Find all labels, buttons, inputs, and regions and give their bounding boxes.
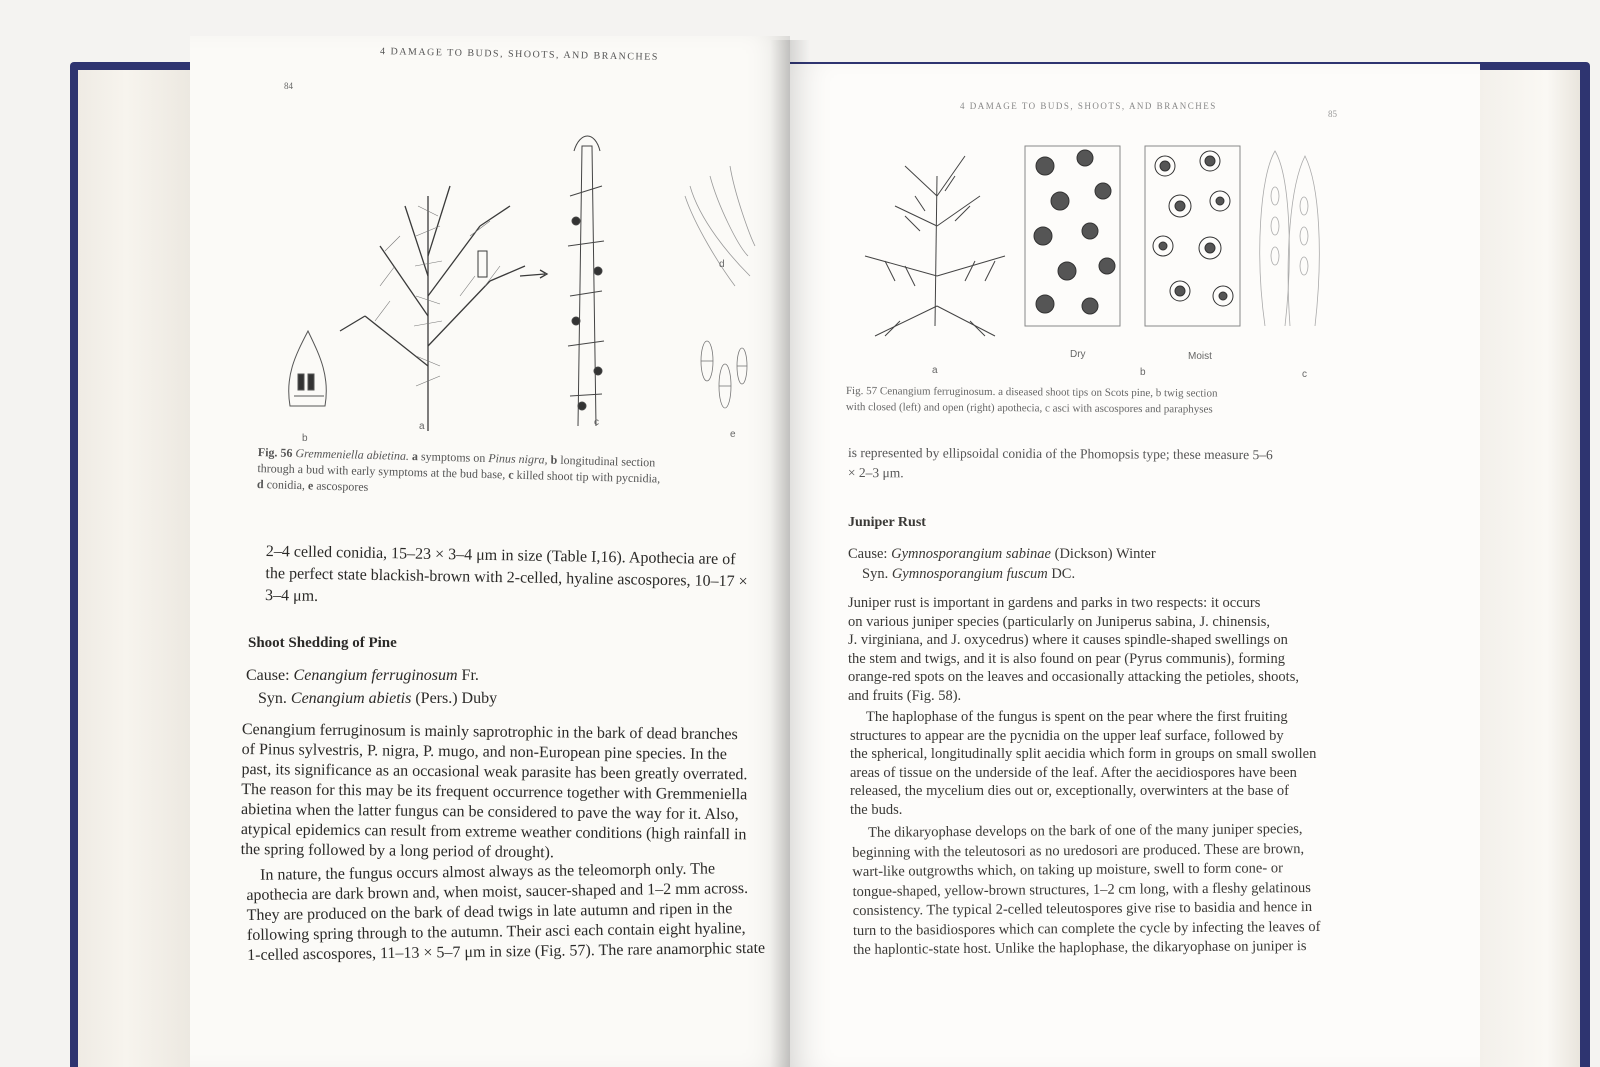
left-para-1-line: 3–4 μm. — [264, 586, 319, 605]
fig56-species: Gremmeniella abietina. — [295, 445, 410, 463]
right-para-4-line: tongue-shaped, yellow-brown structures, 1–2 cm long, with a fleshy gelatinous — [852, 879, 1311, 900]
figure-57-caption — [846, 386, 1218, 416]
syn-author-right: DC. — [1051, 566, 1076, 582]
fig56-key-c: c — [508, 467, 514, 482]
left-para-2-line: The reason for this may be its frequent occurrence together with Gremmeniella — [241, 780, 748, 804]
fig56-label-d: d — [719, 259, 725, 270]
fig56-shoot-tip — [568, 136, 604, 426]
fig57-twig-moist — [1145, 146, 1240, 326]
section-heading-shoot-shedding: Shoot Shedding of Pine — [248, 635, 397, 651]
right-para-4-line: turn to the basidiospores which can complete the cycle by infecting the leaves of — [852, 918, 1321, 939]
fig56-number: Fig. 56 — [257, 445, 293, 460]
left-para-2-line: of Pinus sylvestris, P. nigra, P. mugo, and non-European pine species. In the — [241, 740, 728, 764]
right-para-3-line: structures to appear are the pycnidia on the upper leaf surface, followed by — [850, 727, 1284, 744]
page-edges-left — [78, 70, 198, 1067]
right-para-4-line: the haplontic-state host. Unlike the haplophase, the dikaryophase on juniper is — [853, 938, 1307, 958]
page-number-left: 84 — [284, 81, 293, 91]
fig57-label-c: c — [1302, 369, 1307, 380]
right-para-4 — [852, 822, 1321, 958]
fig56-key-b: b — [550, 452, 558, 467]
left-para-3-line: 1-celled ascospores, 11–13 × 5–7 μm in size (Fig. 57). The rare anamorphic state — [247, 939, 766, 964]
fig57-twig-dry — [1025, 146, 1120, 326]
fig56-species-a: Pinus nigra, — [488, 451, 548, 467]
left-para-1-line: the perfect state blackish-brown with 2-celled, hyaline ascospores, 10–17 × — [265, 564, 748, 591]
fig57-asci — [1260, 151, 1320, 326]
left-para-2-line: the spring followed by a long period of drought). — [240, 840, 555, 862]
left-para-3-line: In nature, the fungus occurs almost always as the teleomorph only. The — [259, 860, 716, 884]
left-para-3-line: apothecia are dark brown and, when moist, saucer-shaped and 1–2 mm across. — [246, 879, 749, 904]
right-para-2-line: on various juniper species (particularly on Juniperus sabina, J. chinensis, — [848, 613, 1271, 630]
right-para-2-line: and fruits (Fig. 58). — [848, 687, 962, 704]
syn-line-left — [258, 691, 497, 707]
right-para-2-line: Juniper rust is important in gardens and parks in two respects: it occurs — [848, 595, 1261, 611]
left-page — [190, 36, 790, 1067]
cause-label: Cause: — [246, 667, 290, 684]
section-heading-juniper-rust: Juniper Rust — [848, 515, 926, 530]
left-para-3-line: following spring through to the autumn. Their asci each contain eight hyaline, — [246, 920, 746, 944]
fig56-text-e: ascospores — [316, 478, 369, 494]
syn-line-right — [862, 567, 1075, 582]
left-para-2-line: abietina when the latter fungus can be considered to pave the way for it. Also, — [240, 800, 739, 824]
right-para-2-line: J. virginiana, and J. oxycedrus) where it causes spindle-shaped swellings on — [848, 632, 1288, 648]
right-para-4-line: wart-like outgrowths which, on taking up moisture, swell to form cone- or — [852, 860, 1283, 880]
fig56-pine-branch — [340, 186, 547, 431]
syn-author: (Pers.) Duby — [415, 690, 498, 707]
right-para-3-line: the buds. — [850, 801, 903, 818]
figure-57-illustration — [845, 136, 1385, 406]
syn-species-right: Gymnosporangium fuscum — [891, 566, 1048, 582]
fig56-ascospores — [701, 341, 747, 408]
fig57-shoot-tips — [865, 156, 1005, 336]
right-para-2-line: orange-red spots on the leaves and occasionally attacking the petioles, shoots, — [848, 669, 1299, 685]
right-para-1 — [848, 446, 1273, 481]
running-head-right: 4 DAMAGE TO BUDS, SHOOTS, AND BRANCHES — [960, 101, 1217, 111]
fig57-label-b: b — [1140, 367, 1146, 378]
cause-author: Fr. — [461, 667, 479, 684]
fig56-label-b: b — [302, 433, 308, 444]
figure-56-illustration — [190, 76, 790, 476]
left-para-2-line: Cenangium ferruginosum is mainly saprotrophic in the bark of dead branches — [241, 721, 738, 744]
right-para-4-line: The dikaryophase develops on the bark of one of the many juniper species, — [867, 821, 1303, 841]
right-para-4-line: beginning with the teleutosori as no uredosori are produced. These are brown, — [852, 840, 1305, 861]
syn-label: Syn. — [258, 690, 287, 707]
left-para-2 — [241, 722, 748, 863]
running-head-left: 4 DAMAGE TO BUDS, SHOOTS, AND BRANCHES — [379, 46, 659, 63]
left-para-2-line: atypical epidemics can result from extreme weather conditions (high rainfall in — [240, 820, 747, 844]
cause-species: Cenangium ferruginosum — [293, 667, 458, 684]
fig56-key-e: e — [307, 478, 314, 493]
right-para-3-line: The haplophase of the fungus is spent on the pear where the first fruiting — [866, 709, 1288, 725]
cause-line-right — [848, 547, 1156, 562]
left-para-2-line: past, its significance as an occasional weak parasite has been greatly overrated. — [241, 760, 748, 784]
fig56-key-a: a — [411, 449, 419, 464]
syn-species: Cenangium abietis — [290, 690, 412, 707]
right-page — [790, 64, 1480, 1067]
fig56-label-e: e — [730, 429, 736, 440]
right-para-3-line: the spherical, longitudinally split aecidia which form in groups on small swollen — [850, 746, 1317, 762]
fig56-key-d: d — [256, 476, 264, 492]
left-para-3 — [246, 861, 765, 964]
left-para-1 — [265, 544, 748, 612]
page-number-right: 85 — [1328, 109, 1337, 119]
right-para-1-line: × 2–3 μm. — [847, 464, 904, 480]
left-para-3-line: They are produced on the bark of dead twigs in late autumn and ripen in the — [246, 900, 733, 924]
cause-label-right: Cause: — [848, 546, 888, 562]
fig56-text-d: conidia, — [266, 477, 306, 493]
right-para-1-line: is represented by ellipsoidal conidia of the Phomopsis type; these measure 5–6 — [847, 445, 1273, 463]
page-edges-right — [1470, 70, 1580, 1067]
fig57-label-a: a — [932, 365, 938, 376]
fig56-text-line2: through a bud with early symptoms at the bud base, — [257, 460, 506, 482]
fig57-label-dry: Dry — [1070, 349, 1086, 360]
cause-line-left — [246, 668, 479, 684]
right-para-2-line: the stem and twigs, and it is also found on pear (Pyrus communis), forming — [848, 650, 1285, 667]
fig56-text-b: longitudinal section — [560, 452, 656, 470]
right-para-2 — [848, 596, 1299, 703]
right-para-3-line: released, the mycelium dies out or, exceptionally, overwinters at the base of — [850, 783, 1289, 799]
right-para-3-line: areas of tissue on the underside of the leaf. After the aecidiospores have been — [850, 764, 1297, 781]
fig56-needles — [375, 206, 500, 386]
fig57-label-moist: Moist — [1188, 351, 1212, 362]
fig57-caption-line1: Fig. 57 Cenangium ferruginosum. a diseased shoot tips on Scots pine, b twig section — [845, 385, 1218, 400]
left-para-1-line: 2–4 celled conidia, 15–23 × 3–4 μm in size (Table I,16). Apothecia are of — [265, 543, 736, 569]
fig56-text-c: killed shoot tip with pycnidia, — [516, 467, 661, 486]
fig56-text-a: symptoms on — [420, 449, 486, 465]
fig57-caption-line2: with closed (left) and open (right) apothecia, c asci with ascospores and paraphyses — [845, 400, 1213, 416]
cause-author-right: (Dickson) Winter — [1054, 546, 1156, 562]
fig56-label-a: a — [419, 421, 425, 432]
syn-label-right: Syn. — [862, 566, 889, 582]
fig56-bud-section — [289, 331, 327, 406]
right-para-3 — [850, 710, 1316, 817]
cause-species-right: Gymnosporangium sabinae — [891, 546, 1051, 562]
right-para-4-line: consistency. The typical 2-celled teleutospores give rise to basidia and hence in — [852, 898, 1313, 919]
fig56-label-c: c — [594, 417, 599, 428]
